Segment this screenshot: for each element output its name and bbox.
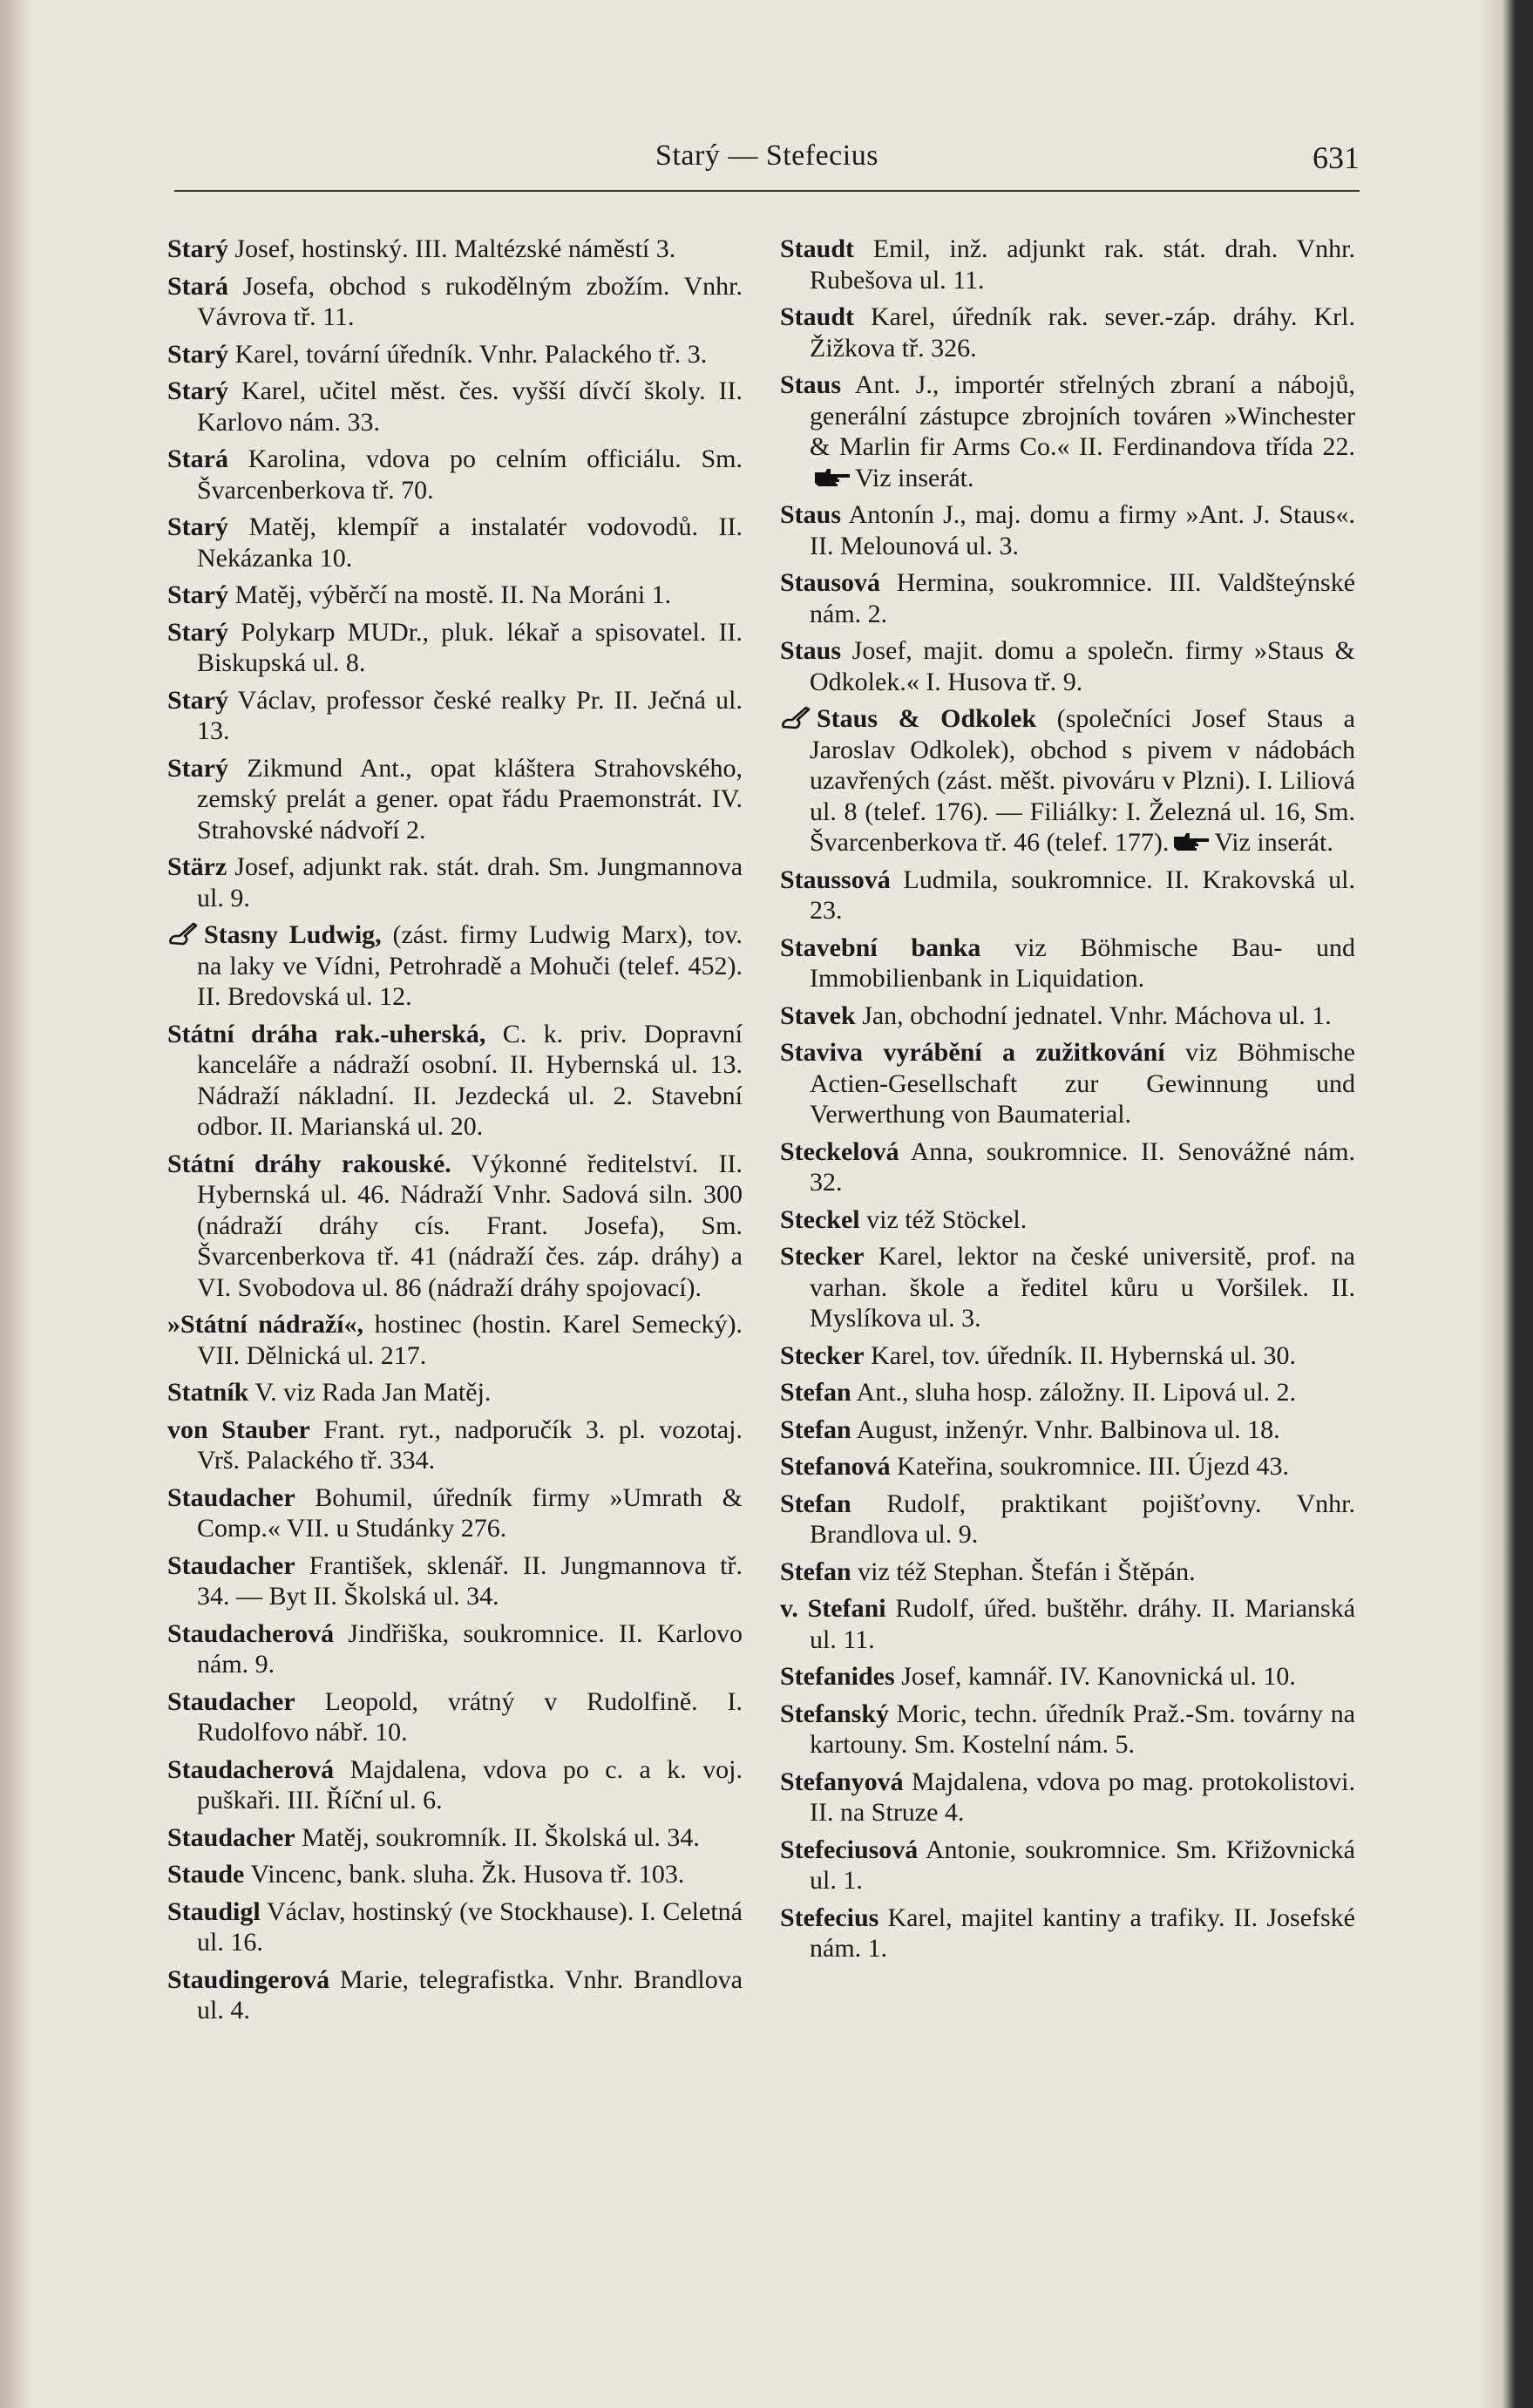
entry-name: Staudacher xyxy=(167,1686,295,1716)
entry-text: Václav, hostinský (ve Stockhause). I. Celetná ul. 16. xyxy=(197,1896,743,1957)
directory-entry xyxy=(167,339,743,370)
entry-name: »Státní nádraží«, xyxy=(167,1310,364,1339)
entry-name: Stausová xyxy=(780,568,881,597)
entry-text: Vincenc, bank. sluha. Žk. Husova tř. 103. xyxy=(250,1860,685,1889)
entry-text: Antonín J., maj. domu a firmy »Ant. J. Staus«. II. Melounová ul. 3. xyxy=(810,500,1355,560)
directory-entry xyxy=(780,865,1355,926)
entry-name: Steckelová xyxy=(780,1136,899,1166)
entry-text: Rudolf, úřed. buštěhr. dráhy. II. Marianská ul. 11. xyxy=(810,1594,1356,1654)
entry-text: Karel, učitel měst. čes. vyšší dívčí školy. II. Karlovo nám. 33. xyxy=(197,376,743,437)
directory-entry xyxy=(167,512,743,573)
entry-text: Výkonné ředitelství. II. Hybernská ul. 46. Nádraží Vnhr. Sadová siln. 300 (nádraží dráhy cís. Frant. Josefa), Sm. Švarcenberkova tř. 41 (nádraží čes. záp. dráhy) a VI. Svobodova ul. 86 (nádraží dráhy spojovací). xyxy=(197,1149,743,1302)
left-column xyxy=(167,234,743,2032)
entry-name: Státní dráha rak.-uherská, xyxy=(167,1019,486,1048)
entry-text: Moric, techn. úředník Praž.-Sm. továrny na kartouny. Sm. Kostelní nám. 5. xyxy=(810,1699,1356,1759)
entry-name: Stefanyová xyxy=(780,1767,904,1796)
entry-name: Stärz xyxy=(167,852,227,881)
entry-name: Stefan xyxy=(780,1557,851,1586)
page-header xyxy=(174,138,1360,192)
entry-name: Stará xyxy=(167,271,228,301)
directory-entry xyxy=(780,370,1355,493)
entry-name: Staudacherová xyxy=(167,1618,335,1648)
entry-text: Polykarp MUDr., pluk. lékař a spisovatel. II. Biskupská ul. 8. xyxy=(197,617,743,677)
entry-text: Leopold, vrátný v Rudolfině. I. Rudolfovo nábř. 10. xyxy=(197,1686,743,1747)
entry-text: Bohumil, úředník firmy »Umrath & Comp.« VII. u Studánky 276. xyxy=(197,1482,743,1543)
entry-name: Staudacher xyxy=(167,1550,295,1580)
right-column xyxy=(780,234,1355,1970)
entry-name: Stefanová xyxy=(780,1452,891,1481)
entry-name: Stefan xyxy=(780,1414,851,1444)
directory-entry xyxy=(780,703,1355,858)
directory-entry xyxy=(780,1241,1355,1334)
directory-entry xyxy=(167,1896,743,1958)
page-number: 631 xyxy=(1313,140,1360,175)
entry-tail: Viz inserát. xyxy=(1214,828,1333,857)
directory-entry xyxy=(780,1489,1355,1550)
entry-name: Staude xyxy=(167,1860,245,1889)
entry-name: Stefanský xyxy=(780,1699,890,1728)
entry-name: Starý xyxy=(167,580,228,609)
directory-entry xyxy=(167,1414,743,1476)
pointing-hand-icon xyxy=(1172,831,1211,852)
directory-entry xyxy=(780,1136,1355,1198)
directory-entry xyxy=(167,376,743,438)
entry-text: Karel, tovární úředník. Vnhr. Palackého tř. 3. xyxy=(234,339,708,369)
directory-entry xyxy=(780,1661,1355,1692)
directory-entry xyxy=(780,635,1355,697)
entry-name: Stasny Ludwig, xyxy=(204,920,382,949)
entry-name: Staudacher xyxy=(167,1822,295,1852)
entry-text: Antonie, soukromnice. Sm. Křižovnická ul. 1. xyxy=(810,1835,1355,1895)
entry-text: viz Böhmische Actien-Gesellschaft zur Gewinnung und Verwerthung von Baumaterial. xyxy=(810,1038,1355,1129)
entry-text: (zást. firmy Ludwig Marx), tov. na laky ve Vídni, Petrohradě a Mohuči (telef. 452). II. Bredovská ul. 12. xyxy=(197,920,743,1011)
entry-name: Starý xyxy=(167,339,228,369)
entry-text: Josef, adjunkt rak. stát. drah. Sm. Jungmannova ul. 9. xyxy=(197,852,743,912)
entry-name: Stefeciusová xyxy=(780,1835,919,1864)
entry-name: Staudigl xyxy=(167,1896,261,1926)
directory-entry xyxy=(167,1149,743,1304)
page-edge-shadow xyxy=(0,0,35,2408)
entry-text: Matěj, klempíř a instalatér vodovodů. II. Nekázanka 10. xyxy=(197,512,743,573)
entry-name: Stavební banka xyxy=(780,933,981,962)
directory-entry xyxy=(780,1414,1355,1446)
directory-entry xyxy=(780,1001,1355,1032)
entry-text: Karel, majitel kantiny a trafiky. II. Josefské nám. 1. xyxy=(810,1903,1355,1963)
entry-name: Staudingerová xyxy=(167,1964,330,1994)
entry-name: Starý xyxy=(167,617,228,647)
directory-entry xyxy=(780,499,1355,561)
entry-name: von Stauber xyxy=(167,1414,310,1444)
directory-entry xyxy=(167,234,743,265)
entry-name: Státní dráhy rakouské. xyxy=(167,1149,451,1178)
entry-name: Staudt xyxy=(780,234,855,263)
entry-text: Josef, majit. domu a společn. firmy »Staus & Odkolek.« I. Husova tř. 9. xyxy=(810,636,1355,696)
directory-entry xyxy=(167,1377,743,1408)
entry-text: František, sklenář. II. Jungmannova tř. 34. — Byt II. Školská ul. 34. xyxy=(197,1550,743,1611)
directory-entry xyxy=(167,1019,743,1143)
directory-entry xyxy=(780,1557,1355,1588)
directory-entry xyxy=(780,1204,1355,1236)
entry-text: viz Böhmische Bau- und Immobilienbank in Liquidation. xyxy=(810,933,1356,993)
directory-entry xyxy=(167,1686,743,1748)
directory-entry xyxy=(780,234,1355,295)
directory-entry xyxy=(167,444,743,505)
entry-name: Staudacher xyxy=(167,1482,295,1512)
pointing-hand-icon xyxy=(813,467,851,488)
directory-entry xyxy=(167,1822,743,1854)
directory-entry xyxy=(167,617,743,679)
entry-text: Zikmund Ant., opat kláštera Strahovského, zemský prelát a gener. opat řádu Praemonstrát. IV. Strahovské nádvoří 2. xyxy=(197,753,743,844)
entry-text: Ant. J., importér střelných zbraní a nábojů, generální zástupce zbrojních továren »Winchester & Marlin fir Arms Co.« II. Ferdinandova třída 22. xyxy=(810,370,1355,461)
directory-entry xyxy=(167,851,743,913)
entry-name: Stavek xyxy=(780,1001,856,1030)
entry-text: Josef, hostinský. III. Maltézské náměstí 3. xyxy=(234,234,676,263)
entry-name: Staussová xyxy=(780,865,891,894)
pointing-finger-icon xyxy=(780,704,811,730)
entry-text: Jan, obchodní jednatel. Vnhr. Máchova ul. 1. xyxy=(862,1001,1332,1030)
entry-text: viz též Stöckel. xyxy=(866,1204,1028,1234)
directory-entry xyxy=(167,919,743,1013)
entry-text: Karel, tov. úředník. II. Hybernská ul. 30. xyxy=(871,1340,1297,1370)
directory-entry xyxy=(167,1309,743,1371)
entry-text: Kateřina, soukromnice. III. Újezd 43. xyxy=(897,1452,1290,1481)
entry-text: hostinec (hostin. Karel Semecký). VII. Dělnická ul. 217. xyxy=(197,1310,743,1370)
binding-edge xyxy=(1481,0,1533,2408)
directory-entry xyxy=(167,753,743,846)
directory-entry xyxy=(780,1835,1355,1896)
entry-text: Frant. ryt., nadporučík 3. pl. vozotaj. Vrš. Palackého tř. 334. xyxy=(197,1414,743,1475)
entry-name: Stecker xyxy=(780,1340,865,1370)
entry-text: Majdalena, vdova po mag. protokolistovi. II. na Struze 4. xyxy=(810,1767,1355,1827)
pointing-finger-icon xyxy=(167,920,199,946)
directory-entry xyxy=(780,567,1355,629)
entry-tail: Viz inserát. xyxy=(855,463,974,492)
entry-text: Anna, soukromnice. II. Senovážné nám. 32. xyxy=(810,1136,1355,1197)
entry-text: (společníci Josef Staus a Jaroslav Odkolek), obchod s pivem v nádobách uzavřených (zást. měšt. pivováru v Plzni). I. Liliová ul. 8 (telef. 176). — Filiálky: I. Železná ul. 16, Sm. Švarcenberkova tř. 46 (telef. 177). xyxy=(810,704,1355,857)
directory-entry xyxy=(167,271,743,333)
entry-name: Staviva vyrábění a zužitkování xyxy=(780,1038,1165,1067)
entry-name: Staus & Odkolek xyxy=(817,704,1037,733)
directory-entry xyxy=(780,1767,1355,1828)
entry-name: Staus xyxy=(780,636,842,665)
entry-name: Stefanides xyxy=(780,1662,895,1691)
entry-text: Josefa, obchod s rukodělným zbožím. Vnhr. Vávrova tř. 11. xyxy=(197,271,743,331)
entry-name: Staus xyxy=(780,500,842,529)
directory-entry xyxy=(167,1482,743,1544)
running-title: Starý — Stefecius xyxy=(655,139,878,172)
entry-text: viz též Stephan. Štefán i Štěpán. xyxy=(858,1557,1196,1586)
directory-entry xyxy=(780,1340,1355,1372)
entry-name: Stecker xyxy=(780,1242,865,1271)
directory-entry xyxy=(780,1699,1355,1760)
entry-name: Statník xyxy=(167,1378,249,1407)
entry-text: Ant., sluha hosp. záložny. II. Lipová ul. 2. xyxy=(856,1378,1297,1407)
entry-name: Staus xyxy=(780,370,842,399)
entry-text: Emil, inž. adjunkt rak. stát. drah. Vnhr. Rubešova ul. 11. xyxy=(810,234,1355,295)
entry-text: Karolina, vdova po celním officiálu. Sm. Švarcenberkova tř. 70. xyxy=(197,444,743,505)
directory-entry xyxy=(167,580,743,611)
directory-entry xyxy=(167,1550,743,1612)
directory-entry xyxy=(167,1754,743,1816)
entry-name: Stará xyxy=(167,444,228,473)
entry-text: Josef, kamnář. IV. Kanovnická ul. 10. xyxy=(901,1662,1296,1691)
directory-entry xyxy=(167,685,743,747)
entry-name: Starý xyxy=(167,234,228,263)
entry-text: V. viz Rada Jan Matěj. xyxy=(254,1378,492,1407)
entry-name: Staudt xyxy=(780,302,855,331)
entry-text: Karel, lektor na české universitě, prof. na varhan. škole a ředitel kůru u Voršilek. II. Myslíkova ul. 3. xyxy=(810,1242,1355,1333)
directory-entry xyxy=(167,1859,743,1890)
directory-entry xyxy=(780,1037,1355,1130)
directory-entry xyxy=(167,1964,743,2026)
entry-name: Steckel xyxy=(780,1204,860,1234)
entry-text: Matěj, výběrčí na mostě. II. Na Moráni 1. xyxy=(234,580,672,609)
entry-name: Staudacherová xyxy=(167,1754,335,1784)
entry-text: C. k. priv. Dopravní kanceláře a nádraží osobní. II. Hybernská ul. 13. Nádraží nákladní. II. Jezdecká ul. 2. Stavební odbor. II. Marianská ul. 20. xyxy=(197,1019,743,1141)
entry-name: Stefecius xyxy=(780,1903,879,1932)
entry-text: Marie, telegrafistka. Vnhr. Brandlova ul. 4. xyxy=(197,1964,743,2025)
entry-text: Rudolf, praktikant pojišťovny. Vnhr. Brandlova ul. 9. xyxy=(810,1489,1355,1549)
directory-entry xyxy=(167,1618,743,1680)
entry-text: Hermina, soukromnice. III. Valdšteýnské nám. 2. xyxy=(810,568,1356,628)
entry-name: Starý xyxy=(167,512,228,541)
entry-text: Ludmila, soukromnice. II. Krakovská ul. 23. xyxy=(810,865,1356,925)
entry-name: Stefan xyxy=(780,1378,851,1407)
directory-entry xyxy=(780,302,1355,363)
directory-entry xyxy=(780,933,1355,994)
entry-name: Starý xyxy=(167,685,228,715)
entry-text: Karel, úředník rak. sever.-záp. dráhy. Krl. Žižkova tř. 326. xyxy=(810,302,1355,363)
entry-name: Stefan xyxy=(780,1489,851,1518)
entry-text: Václav, professor české realky Pr. II. Ječná ul. 13. xyxy=(197,685,743,745)
entry-name: Starý xyxy=(167,376,228,405)
directory-entry xyxy=(780,1593,1355,1655)
directory-entry xyxy=(780,1451,1355,1482)
entry-text: August, inženýr. Vnhr. Balbinova ul. 18. xyxy=(856,1414,1280,1444)
entry-text: Majdalena, vdova po c. a k. voj. puškaři. III. Říční ul. 6. xyxy=(197,1754,743,1814)
entry-name: Starý xyxy=(167,753,228,783)
directory-entry xyxy=(780,1903,1355,1964)
entry-name: v. Stefani xyxy=(780,1594,886,1623)
directory-entry xyxy=(780,1377,1355,1408)
entry-text: Matěj, soukromník. II. Školská ul. 34. xyxy=(302,1822,700,1852)
entry-text: Jindřiška, soukromnice. II. Karlovo nám. 9. xyxy=(197,1618,743,1679)
